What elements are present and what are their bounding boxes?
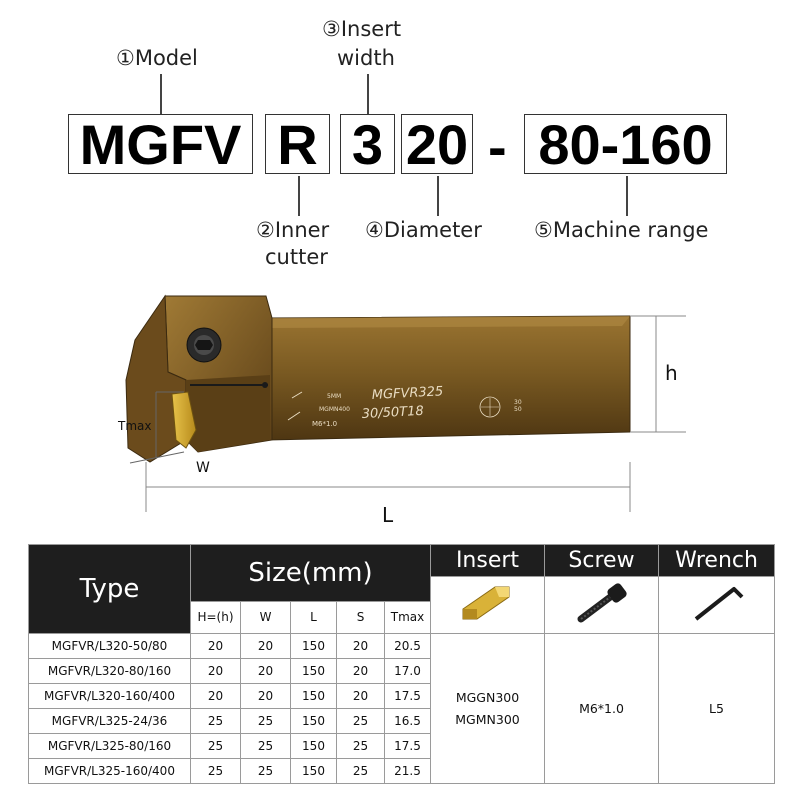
table-row <box>29 634 775 659</box>
col-header-tmax: Tmax <box>385 601 431 633</box>
row-h: 25 <box>191 709 241 734</box>
row-type: MGFVR/L320-50/80 <box>29 634 191 659</box>
callout-inner-cutter-line2: cutter <box>265 245 328 269</box>
row-type: MGFVR/L325-80/160 <box>29 734 191 759</box>
row-w: 25 <box>241 709 291 734</box>
row-tmax: 16.5 <box>385 709 431 734</box>
row-l: 150 <box>291 684 337 709</box>
callout-insert-width-line1: ③Insert <box>322 17 402 41</box>
row-h: 25 <box>191 759 241 784</box>
row-h: 20 <box>191 634 241 659</box>
row-tmax: 17.5 <box>385 734 431 759</box>
row-type: MGFVR/L325-160/400 <box>29 759 191 784</box>
screw-model: M6*1.0 <box>545 634 659 784</box>
insert-model-1: MGGN300 <box>455 689 520 705</box>
col-header-s: S <box>337 601 385 633</box>
body-engraving-5mm: 5MM <box>327 393 342 400</box>
body-engraving-range: 30/50T18 <box>361 403 425 422</box>
row-l: 150 <box>291 734 337 759</box>
row-l: 150 <box>291 659 337 684</box>
clamp-screw-icon <box>187 328 221 362</box>
row-h: 20 <box>191 684 241 709</box>
body-engraving-num2: 50 <box>514 406 522 413</box>
code-part-model: MGFV <box>68 114 253 174</box>
col-header-h: H=(h) <box>191 601 241 633</box>
spec-table <box>28 544 775 784</box>
code-dash: - <box>488 115 507 178</box>
row-s: 20 <box>337 659 385 684</box>
callout-insert-width-line2: width <box>337 46 395 70</box>
row-s: 25 <box>337 709 385 734</box>
col-header-l: L <box>291 601 337 633</box>
body-engraving-model: MGFVR325 <box>371 384 444 403</box>
row-w: 25 <box>241 759 291 784</box>
row-tmax: 17.0 <box>385 659 431 684</box>
header-size: Size(mm) <box>191 545 431 602</box>
leader-model <box>160 74 162 114</box>
wrench-image <box>659 577 775 634</box>
dimension-h-label: h <box>665 361 678 385</box>
row-type: MGFVR/L325-24/36 <box>29 709 191 734</box>
insert-icon <box>453 579 523 627</box>
code-part-diameter: 20 <box>401 114 473 174</box>
dimension-tmax-label: Tmax <box>118 419 152 433</box>
tool-holder-illustration <box>0 280 800 540</box>
row-l: 150 <box>291 709 337 734</box>
row-type: MGFVR/L320-80/160 <box>29 659 191 684</box>
header-type: Type <box>29 545 191 634</box>
col-header-w: W <box>241 601 291 633</box>
header-wrench: Wrench <box>659 545 775 577</box>
leader-machine-range <box>626 176 628 216</box>
code-part-width: 3 <box>340 114 395 174</box>
row-l: 150 <box>291 634 337 659</box>
row-w: 25 <box>241 734 291 759</box>
leader-inner <box>298 176 300 216</box>
code-part-inner: R <box>265 114 330 174</box>
insert-models <box>431 634 545 784</box>
row-s: 25 <box>337 759 385 784</box>
row-tmax: 17.5 <box>385 684 431 709</box>
screw-icon <box>567 579 637 627</box>
callout-machine-range: ⑤Machine range <box>534 218 709 242</box>
row-s: 25 <box>337 734 385 759</box>
body-engraving-num1: 30 <box>514 399 522 406</box>
row-w: 20 <box>241 684 291 709</box>
body-engraving-insert: MGMN400 <box>319 406 350 413</box>
row-type: MGFVR/L320-160/400 <box>29 684 191 709</box>
code-part-machine-range: 80-160 <box>524 114 727 174</box>
row-s: 20 <box>337 634 385 659</box>
row-w: 20 <box>241 634 291 659</box>
hex-wrench-icon <box>682 579 752 627</box>
insert-image <box>431 577 545 634</box>
row-s: 20 <box>337 684 385 709</box>
row-l: 150 <box>291 759 337 784</box>
screw-image <box>545 577 659 634</box>
callout-model: ①Model <box>116 46 198 70</box>
insert-model-2: MGMN300 <box>455 711 520 727</box>
callout-diameter: ④Diameter <box>365 218 482 242</box>
header-screw: Screw <box>545 545 659 577</box>
dimension-L-label: L <box>382 503 394 527</box>
row-tmax: 20.5 <box>385 634 431 659</box>
leader-insert-width <box>367 74 369 114</box>
row-h: 20 <box>191 659 241 684</box>
callout-inner-cutter-line1: ②Inner <box>256 218 330 242</box>
row-h: 25 <box>191 734 241 759</box>
leader-diameter <box>437 176 439 216</box>
dimension-w-label: W <box>196 460 210 476</box>
row-w: 20 <box>241 659 291 684</box>
body-engraving-screw: M6*1.0 <box>312 420 338 428</box>
row-tmax: 21.5 <box>385 759 431 784</box>
tool-head <box>126 296 272 462</box>
wrench-model: L5 <box>659 634 775 784</box>
body-engraving-logo <box>480 397 500 417</box>
header-insert: Insert <box>431 545 545 577</box>
